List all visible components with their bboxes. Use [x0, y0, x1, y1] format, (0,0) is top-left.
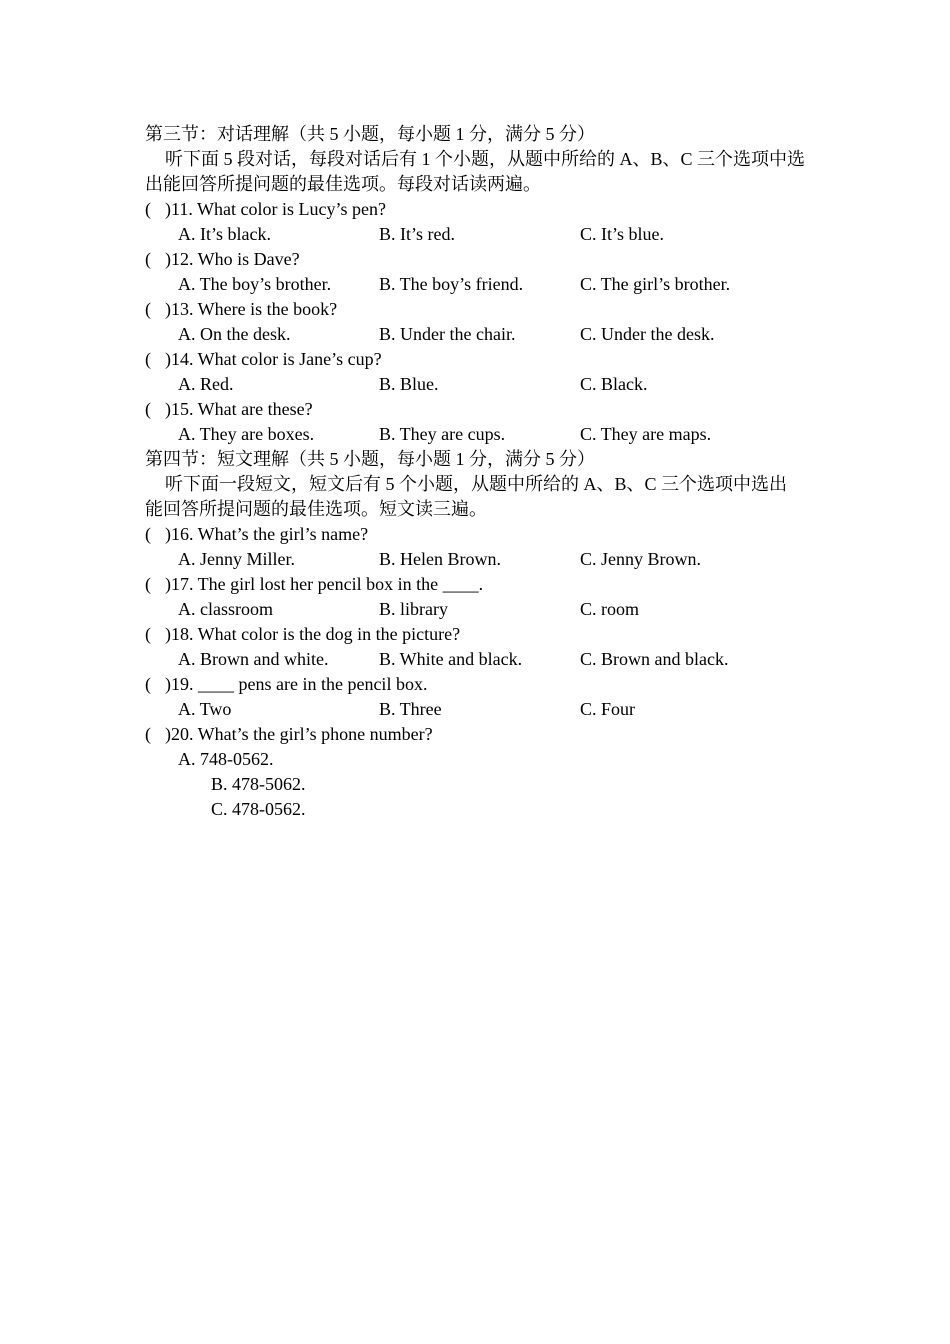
question-stem: )17. The girl lost her pencil box in the — [165, 574, 443, 594]
answer-paren: ( — [145, 574, 151, 594]
option-b: B. The boy’s friend. — [379, 274, 524, 294]
section4-instruction-line2: 能回答所提问题的最佳选项。短文读三遍。 — [145, 499, 487, 519]
answer-paren: ( — [145, 674, 151, 694]
answer-paren: ( — [145, 624, 151, 644]
option-c: C. It’s blue. — [580, 224, 664, 244]
option-c: C. room — [580, 599, 640, 619]
question-14 — [145, 347, 815, 372]
question-11 — [145, 197, 815, 222]
option-c: C. The girl’s brother. — [580, 274, 731, 294]
option-b: B. Helen Brown. — [379, 549, 501, 569]
question-11-options — [145, 222, 815, 247]
question-18 — [145, 622, 815, 647]
question-stem: )13. Where is the book? — [165, 299, 338, 319]
question-stem-end: pens are in the pencil box. — [234, 674, 428, 694]
option-c: C. Under the desk. — [580, 324, 715, 344]
question-stem: )20. What’s the girl’s phone number? — [165, 724, 433, 744]
answer-paren: ( — [145, 299, 151, 319]
option-c: C. Black. — [580, 374, 648, 394]
question-13-options — [145, 322, 815, 347]
option-b: B. Under the chair. — [379, 324, 516, 344]
question-20 — [145, 722, 815, 747]
question-17 — [145, 572, 815, 597]
question-12-options — [145, 272, 815, 297]
question-14-options — [145, 372, 815, 397]
option-c: C. Brown and black. — [580, 649, 729, 669]
answer-paren: ( — [145, 724, 151, 744]
question-stem: )19. — [165, 674, 198, 694]
section4-instruction-line1: 听下面一段短文，短文后有 5 个小题，从题中所给的 A、B、C 三个选项中选出 — [165, 474, 788, 494]
question-17-options — [145, 597, 815, 622]
question-15-options — [145, 422, 815, 447]
option-a: A. Jenny Miller. — [178, 549, 295, 569]
option-b: B. They are cups. — [379, 424, 506, 444]
option-a: A. Red. — [178, 374, 234, 394]
question-stem-end: . — [478, 574, 484, 594]
option-a: A. Two — [178, 699, 232, 719]
question-13 — [145, 297, 815, 322]
option-a: A. Brown and white. — [178, 649, 329, 669]
option-b: B. It’s red. — [379, 224, 455, 244]
answer-paren: ( — [145, 249, 151, 269]
section3-instruction-line2: 出能回答所提问题的最佳选项。每段对话读两遍。 — [145, 174, 541, 194]
option-b: B. 478-5062. — [211, 774, 306, 794]
option-a: A. It’s black. — [178, 224, 271, 244]
option-c: C. Jenny Brown. — [580, 549, 701, 569]
answer-paren: ( — [145, 199, 151, 219]
answer-paren: ( — [145, 399, 151, 419]
option-a: A. On the desk. — [178, 324, 291, 344]
question-19 — [145, 672, 815, 697]
section4-heading: 第四节：短文理解（共 5 小题，每小题 1 分，满分 5 分） — [145, 449, 595, 469]
question-stem: )15. What are these? — [165, 399, 313, 419]
exam-page — [145, 122, 815, 822]
question-16-options — [145, 547, 815, 572]
option-b: B. Three — [379, 699, 442, 719]
option-a: A. They are boxes. — [178, 424, 315, 444]
fill-in-blank: ____ — [442, 574, 479, 594]
answer-paren: ( — [145, 349, 151, 369]
option-b: B. White and black. — [379, 649, 523, 669]
question-stem: )14. What color is Jane’s cup? — [165, 349, 382, 369]
option-a: A. classroom — [178, 599, 273, 619]
option-b: B. library — [379, 599, 448, 619]
question-stem: )18. What color is the dog in the picture? — [165, 624, 461, 644]
fill-in-blank: ____ — [198, 674, 234, 694]
option-a: A. The boy’s brother. — [178, 274, 332, 294]
option-b: B. Blue. — [379, 374, 439, 394]
question-19-options — [145, 697, 815, 722]
question-stem: )12. Who is Dave? — [165, 249, 300, 269]
question-15 — [145, 397, 815, 422]
option-c: C. Four — [580, 699, 636, 719]
option-a: A. 748-0562. — [178, 749, 274, 769]
option-c: C. They are maps. — [580, 424, 712, 444]
question-12 — [145, 247, 815, 272]
option-c: C. 478-0562. — [211, 799, 306, 819]
answer-paren: ( — [145, 524, 151, 544]
question-stem: )16. What’s the girl’s name? — [165, 524, 369, 544]
question-stem: )11. What color is Lucy’s pen? — [165, 199, 386, 219]
question-18-options — [145, 647, 815, 672]
section3-instruction-line1: 听下面 5 段对话，每段对话后有 1 个小题，从题中所给的 A、B、C 三个选项中选 — [165, 149, 806, 169]
question-16 — [145, 522, 815, 547]
section3-heading: 第三节：对话理解（共 5 小题，每小题 1 分，满分 5 分） — [145, 124, 595, 144]
